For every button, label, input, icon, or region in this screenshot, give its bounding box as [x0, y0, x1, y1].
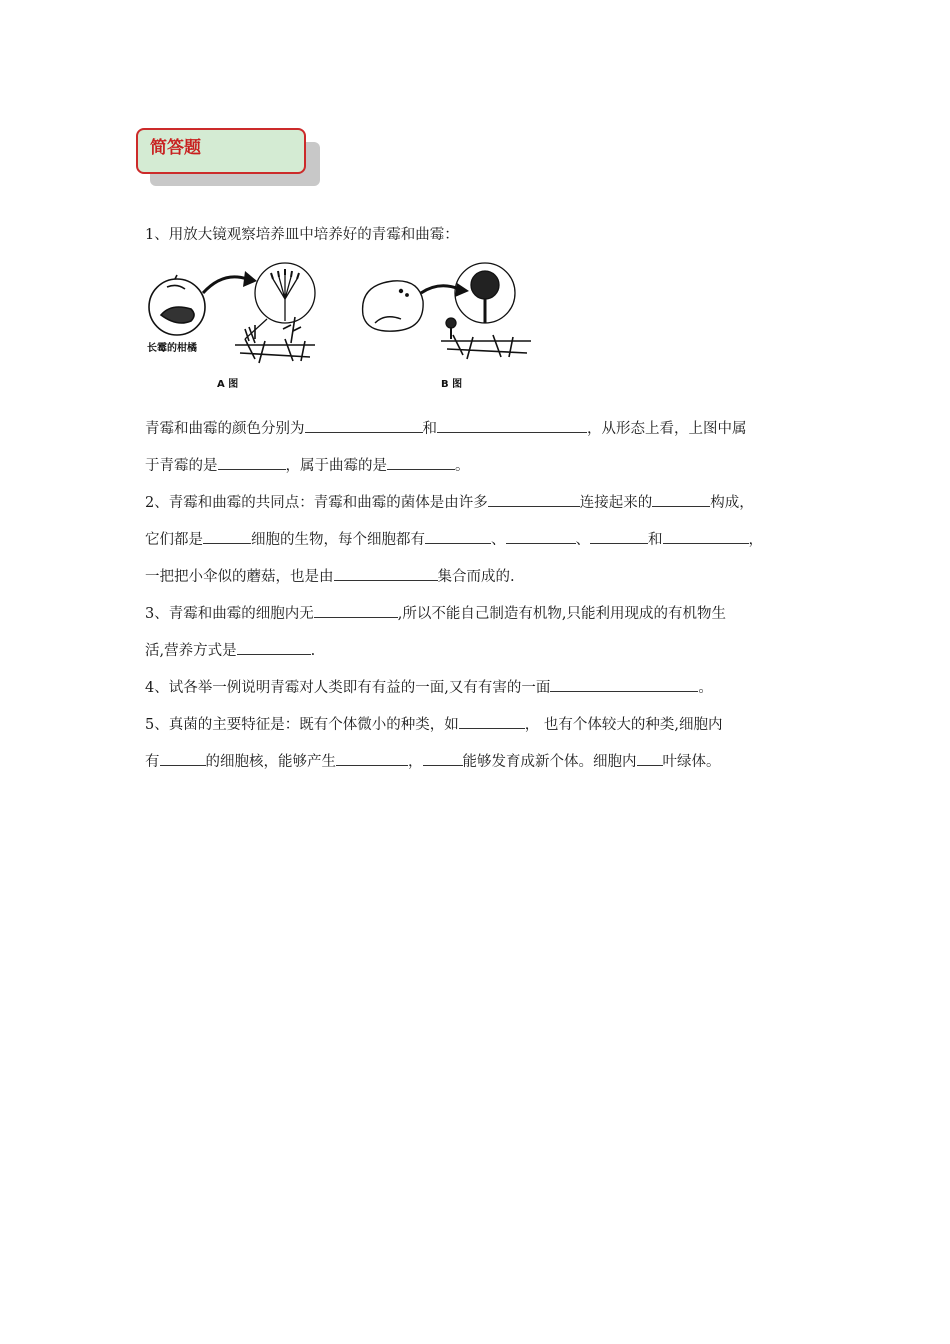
answer-blank[interactable] [425, 528, 491, 544]
arrow-b [421, 283, 469, 297]
answer-blank[interactable] [218, 454, 286, 470]
q4-line-1: 4、试各举一例说明青霉对人类即有有益的一面,又有有害的一面 。 [145, 676, 825, 713]
answer-blank[interactable] [305, 417, 423, 433]
orange-label: 长霉的柑橘 [147, 343, 197, 354]
answer-blank[interactable] [387, 454, 455, 470]
figure-b-illustration [357, 255, 537, 385]
answer-blank[interactable] [237, 639, 311, 655]
answer-blank[interactable] [459, 713, 525, 729]
answer-blank[interactable] [336, 750, 408, 766]
figure-a-caption: A 图 [217, 379, 239, 390]
arrow-a [203, 271, 257, 293]
answer-blank[interactable] [550, 676, 698, 692]
answer-blank[interactable] [423, 750, 463, 766]
q5-line-1: 5、真菌的主要特征是：既有个体微小的种类，如 ， 也有个体较大的种类,细胞内 [145, 713, 825, 750]
answer-blank[interactable] [506, 528, 576, 544]
moldy-orange [149, 275, 205, 335]
answer-blank[interactable] [488, 491, 580, 507]
answer-blank[interactable] [203, 528, 251, 544]
figure-a-illustration [145, 255, 325, 385]
section-header [136, 128, 322, 190]
aspergillus-magnified [446, 263, 515, 339]
question-list [145, 224, 825, 787]
q2-line-3: 一把把小伞似的蘑菇，也是由 集合而成的. [145, 565, 825, 602]
q5-line-2: 有 的细胞核，能够产生 ， 能够发育成新个体。细胞内 叶绿体。 [145, 750, 825, 787]
answer-blank[interactable] [663, 528, 749, 544]
q2-line-2: 它们都是 细胞的生物，每个细胞都有 、 、 和 ， [145, 528, 825, 565]
hyphae-a [235, 317, 315, 363]
answer-blank[interactable] [160, 750, 206, 766]
answer-blank[interactable] [652, 491, 710, 507]
answer-blank[interactable] [334, 565, 438, 581]
answer-blank[interactable] [590, 528, 648, 544]
section-title: 简答题 [150, 138, 201, 158]
answer-blank[interactable] [637, 750, 663, 766]
figure-b-caption: B 图 [441, 379, 463, 390]
moldy-bread [363, 281, 424, 331]
answer-blank[interactable] [437, 417, 587, 433]
q3-line-2: 活,营养方式是 . [145, 639, 825, 676]
hyphae-b [441, 335, 531, 359]
q3-line-1: 3、青霉和曲霉的细胞内无 ,所以不能自己制造有机物,只能利用现成的有机物生 [145, 602, 825, 639]
q1-prompt: 1、用放大镜观察培养皿中培养好的青霉和曲霉： [145, 227, 459, 243]
q1-line-2: 于青霉的是 ，属于曲霉的是 。 [145, 454, 825, 491]
q1-line-1: 青霉和曲霉的颜色分别为 和 ，从形态上看，上图中属 [145, 417, 825, 454]
q2-line-1: 2、青霉和曲霉的共同点：青霉和曲霉的菌体是由许多 连接起来的 构成， [145, 491, 825, 528]
mold-figure [145, 255, 825, 395]
header-box [136, 128, 306, 174]
answer-blank[interactable] [314, 602, 398, 618]
